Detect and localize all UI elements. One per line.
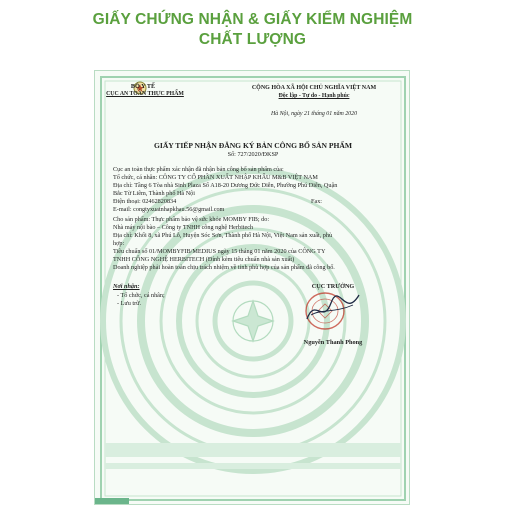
ministry-name: BỘ Y TẾ	[130, 83, 156, 90]
body-line: Tổ chức, cá nhân: CÔNG TY CỔ PHẦN XUẤT NHẬP KHẨU M&B VIỆT NAM	[113, 174, 318, 181]
product-line: Địa chỉ: Khối 8, xã Phú Lỗ, Huyện Sóc Sơn, Thành phố Hà Nội, Việt Nam sản xuất, phù	[113, 232, 333, 239]
banner-title-line-2: CHẤT LƯỢNG	[198, 31, 307, 48]
body-line: Địa chỉ: Tầng 6 Tòa nhà Sinh Plaza Số A18-20 Dương Đức Diễn, Phường Phú Diễn, Quận	[113, 182, 338, 189]
national-motto: Độc lập - Tự do - Hạnh phúc	[278, 93, 350, 99]
body-line: Bắc Từ Liêm, Thành phố Hà Nội	[113, 190, 195, 197]
product-line: Nhà máy nội bào – Công ty TNHH công nghệ Herbitech	[113, 224, 254, 231]
signatory-name: Nguyễn Thanh Phong	[303, 339, 363, 346]
issue-date: Hà Nội, ngày 21 tháng 01 năm 2020	[270, 111, 358, 117]
phone-line: Điện thoại: 02462820834	[113, 198, 177, 205]
page-banner	[0, 0, 505, 62]
country-name: CỘNG HÒA XÃ HỘI CHỦ NGHĨA VIỆT NAM	[251, 85, 377, 91]
fax-label: Fax:	[311, 198, 323, 205]
recipient-item: - Tổ chức, cá nhân;	[117, 292, 165, 299]
body-line: Cục an toàn thực phẩm xác nhận đã nhận bản công bố sản phẩm của:	[113, 166, 284, 173]
signatory-position: CỤC TRƯỞNG	[311, 283, 355, 290]
department-name: CỤC AN TOÀN THỰC PHẨM	[106, 91, 184, 97]
product-line: hợp:	[113, 240, 125, 247]
recipient-item: - Lưu trữ.	[117, 300, 142, 307]
document-title: GIẤY TIẾP NHẬN ĐĂNG KÝ BẢN CÔNG BỐ SẢN PHẨM	[153, 141, 353, 150]
email-line: E-mail: congtyxuatnhapkhau.56@gmail.com	[113, 206, 225, 213]
product-line: Doanh nghiệp phải hoàn toàn chịu trách nhiệm về tính phù hợp của sản phẩm đã công bố.	[113, 264, 335, 271]
banner-title-line-1: GIẤY CHỨNG NHẬN & GIẤY KIỂM NGHIỆM	[92, 11, 413, 28]
product-line: TNHH CÔNG NGHỆ HERBITECH (Đính kèm tiêu chuẩn nhà sản xuất)	[113, 256, 295, 263]
certificate-document	[94, 70, 410, 505]
recipients-heading: Nơi nhận:	[113, 283, 140, 290]
official-stamp-signature	[301, 289, 363, 331]
product-line: Tiêu chuẩn số 01/MOMBYFIB/MEDIUS ngày 15 tháng 01 năm 2020 của CÔNG TY	[113, 248, 326, 255]
document-corner-tab	[95, 498, 129, 505]
document-number: Số: 727/2020/ĐKSP	[227, 151, 279, 158]
product-line: Cho sản phẩm: Thực phẩm bảo vệ sức khỏe MOMBY FIB; do:	[113, 216, 270, 223]
